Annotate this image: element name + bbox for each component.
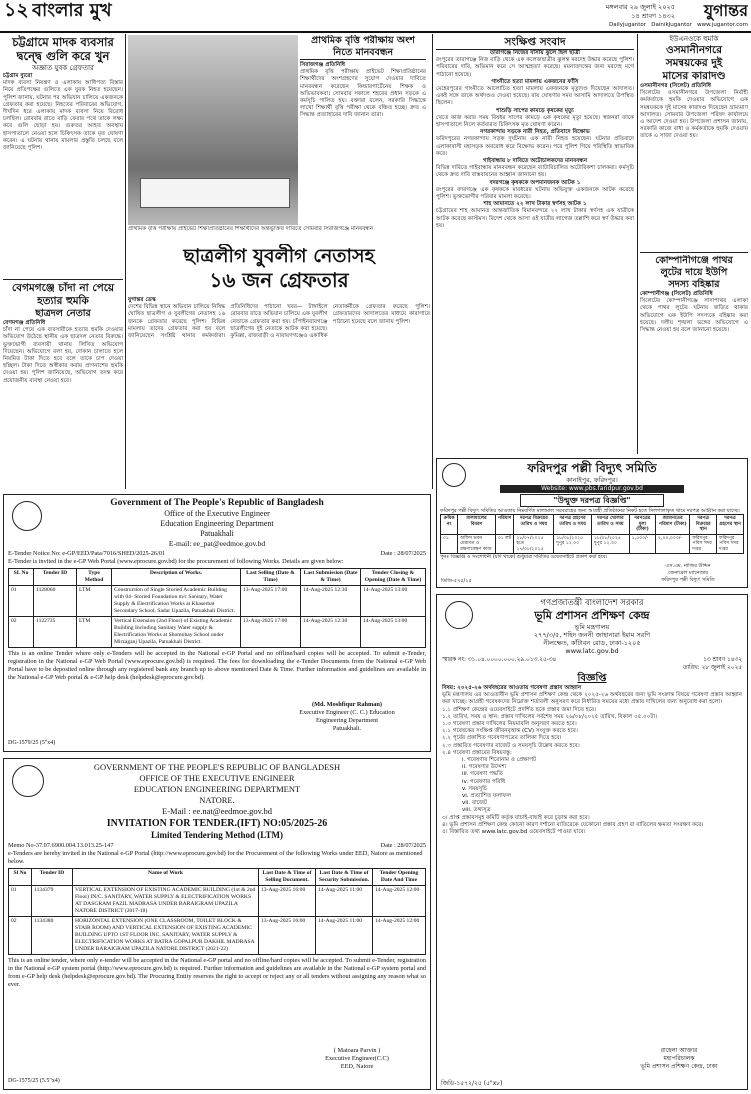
table-cell: 01: [9, 586, 34, 617]
notice-item: ৩। প্রাপ্ত প্রস্তাবসমূহ কমিটি কর্তৃক যাচাই-বাছাই করে চূড়ান্ত করা হবে।: [442, 814, 590, 821]
story-begumganj: [3, 282, 123, 482]
place: NATORE.: [199, 795, 235, 805]
story-body: সিলেটের কোম্পানীগঞ্জে সাদাপাথর এলাকা থেকে পাথর লুটের ঘটনায় জড়িত থাকার অভিযোগে এক ইউপি সদস্যকে বহিষ্কার করা হয়েছে। দলীয় শৃঙ্খলা ভঙ্গের অভিযোগে এ সিদ্ধান্ত নেওয়া হয় বলে জানানো হয়েছে।: [640, 298, 748, 334]
section-title: বাংলার মুখ: [32, 0, 112, 21]
story-body: সিলেটের ওসমানীনগরে উপজেলা নির্বাহী কর্মকর্তাকে হুমকি দেওয়ার অভিযোগে এক সমন্বয়ককে দুই মাসের কারাদণ্ড দিয়েছেন ভ্রাম্যমাণ আদালত। সোমবার উপজেলা পরিষদ কার্যালয়ে এ আদেশ দেওয়া হয়। উপজেলা প্রশাসন জানায়, সরকারি কাজে বাধা ও কর্মকর্তাকে হুমকি দেওয়ায় তাকে এ সাজা দেওয়া হয়।: [640, 90, 748, 140]
table-cell: 14-Aug-2025 12:30: [301, 617, 361, 648]
divider: [640, 252, 748, 253]
signer-title: মহাপরিচালক: [663, 1055, 695, 1062]
notice-item: ১.৩ গবেষণা প্রস্তাব দাখিলের নিয়মাবলি অনুসরণ করতে হবে।: [442, 721, 577, 728]
office-name: ভূমি প্রশাসন প্রশিক্ষণ কেন্দ্র: [534, 609, 650, 622]
dg-number: DG-1575/25 (5.5"x4): [8, 1078, 60, 1084]
notice-subitem: iii. গবেষণা পদ্ধতি: [462, 771, 503, 778]
notice-item: ২.৪ গবেষণা প্রস্তাবের বিষয়বস্তু:: [442, 749, 512, 756]
byline: কোম্পানীগঞ্জ (সিলেট) প্রতিনিধি: [640, 291, 713, 297]
story-body: প্রাথমিক বৃত্তি পরীক্ষায় প্রাইভেট শিক্ষাপ্রতিষ্ঠানের শিক্ষার্থীদের অংশগ্রহণের সুযোগ দেওয়ার দাবিতে মানববন্ধন করেছেন কিন্ডারগার্টেনের শিক্ষক ও অভিভাবকরা। সোমবার সকালে শহরের প্রধান সড়কে এ কর্মসূচি পালিত হয়। বক্তারা বলেন, সরকারি সিদ্ধান্তে লাখো শিক্ষার্থী বৃত্তি পরীক্ষা থেকে বঞ্চিত হচ্ছে। দ্রুত এ সিদ্ধান্ত প্রত্যাহারের দাবি জানান তারা।: [300, 69, 426, 119]
date-line-1: মঙ্গলবার ২৯ জুলাই ২০২৫: [605, 3, 675, 11]
tender-table: [8, 568, 426, 648]
headline-3: সদস্য বহিষ্কার: [668, 279, 720, 290]
brief-body: রংপুরের তারাগঞ্জে নিজ বাড়ি থেকে এক কলেজছাত্রীর ঝুলন্ত মরদেহ উদ্ধার করেছে পুলিশ। পরিবারের দাবি, অভিমান করে সে আত্মহত্যা করেছে। ময়নাতদন্তের জন্য মরদেহ মর্গে পাঠানো হয়েছে।: [436, 57, 634, 78]
brief-body: খেতে কাজ করার সময় বিষধর সাপের কামড়ে এক কৃষকের মৃত্যু হয়েছে। স্বজনরা তাকে হাসপাতালে নিলে কর্তব্যরত চিকিৎসক মৃত ঘোষণা করেন।: [436, 114, 634, 129]
byline: বেগমগঞ্জ প্রতিনিধি: [3, 320, 46, 326]
table-cell: Construction of Single Storied Academic Building with 04- Storied Foundation m/c Sanitary, Water Supply & Electrification Works at Khaserhat Secondary School, Sadar Upazila, Patuakhali District.: [112, 586, 241, 617]
table-cell: 14-Aug-2025 12:30: [301, 586, 361, 617]
table-cell: 14-Aug-2025 13:00: [361, 617, 426, 648]
story-companiganj: [640, 255, 748, 455]
column-divider: [125, 34, 126, 489]
table-cell: ২৮/০৭/২০২৫ হতে ১৭/০৮/২০২৫: [514, 534, 554, 554]
divider: [3, 279, 123, 280]
dept-name: EDUCATION ENGINEERING DEPARTMENT: [133, 784, 301, 794]
brief-title: নগরকান্দায় সড়কে নারী নিহত, প্রতিবাদে বিক্ষোভ: [480, 129, 590, 136]
signature-block: [272, 701, 422, 739]
col-header: Tender ID: [34, 569, 77, 586]
headline-3: মাসের কারাদণ্ড: [662, 70, 726, 82]
notice-line: [8, 549, 426, 558]
story-scholarship: [300, 35, 426, 225]
headline: চট্টগ্রামে মাদক ব্যবসার দ্বন্দ্বে গুলি করে খুন: [12, 35, 114, 63]
col-header: দরপত্র গ্রহণের স্থান: [717, 515, 744, 535]
dg-number: জিডি-১৫৭২/২৫ (৫"x৮): [441, 1080, 503, 1087]
table-cell: 13-Aug-2025 16:00: [259, 917, 316, 955]
col-header: Tender Opening Date And Time: [373, 869, 426, 886]
col-header: Type Method: [77, 569, 112, 586]
signer-title: Executive Engineer (C. C.) Education: [299, 709, 395, 716]
notice-subitem: iv. গবেষণার পরিধি: [462, 778, 506, 785]
story-osmaninagar: [640, 35, 748, 250]
story-body: দেশের বিভিন্ন স্থানে অভিযান চালিয়ে নিষিদ্ধ ঘোষিত ছাত্রলীগ ও যুবলীগের নেতাসহ ১৬ জনকে গ্রেফতার করেছে পুলিশ। বিভিন্ন মামলায় তাদের গ্রেফতার করা হয় বলে জানিয়েছেন সংশ্লিষ্ট থানার কর্মকর্তারা। প্রতিনিধিদের পাঠানো খবর— টাঙ্গাইলে রোববার রাতে অভিযান চালিয়ে এক যুবলীগ নেতাকে গ্রেফতার করা হয়। চাঁপাইনবাবগঞ্জে ছাত্রলীগের দুই নেতাকে আটক করা হয়েছে। কুমিল্লা, রাজবাড়ী ও নারায়ণগঞ্জেও একাধিক নেতাকর্মীকে গ্রেফতার করেছে পুলিশ। গ্রেফতারদের আদালতের মাধ্যমে কারাগারে পাঠানো হয়েছে বলে জানায় পুলিশ।: [128, 304, 430, 340]
byline: সিরাজগঞ্জ প্রতিনিধি: [300, 62, 346, 68]
notice-number: E-Tender Notice No: e-GP/EED/Pata/7016/SHED/2025-26/01: [8, 550, 166, 557]
gov-logo: [12, 765, 44, 797]
tender-natore: [3, 758, 431, 1090]
notice-item: ২.২ পূর্বের প্রকাশিত গবেষণাপত্রের তালিকা দিতে হবে।: [442, 735, 562, 742]
tender-patuakhali: [3, 494, 431, 752]
ift-title: INVITATION FOR TENDER.(IFT) NO:05/2025-26: [106, 818, 328, 829]
table-cell: 02: [9, 917, 32, 955]
table-cell: 14-Aug-2025 12:00: [373, 917, 426, 955]
story-body: মাদক ব্যবসা নিয়ন্ত্রণ ও এলাকায় আধিপত্য বিস্তার নিয়ে প্রতিপক্ষের গুলিতে এক যুবক নিহত হয়েছেন। পুলিশ জানায়, ঘটনার পর অভিযান চালিয়ে একজনকে গ্রেফতার করা হয়েছে। নিহতের পরিবারের অভিযোগ, দীর্ঘদিন ধরে এলাকায় মাদক ব্যবসা নিয়ে বিরোধ চলছিল। রোববার রাতে বাড়ি ফেরার পথে তাকে লক্ষ্য করে গুলি ছোড়া হয়। গুরুতর আহত অবস্থায় হাসপাতালে নেওয়া হলে চিকিৎসক তাকে মৃত ঘোষণা করেন। এ ঘটনায় থানায় মামলার প্রস্তুতি চলছে বলে জানিয়েছে পুলিশ।: [3, 80, 123, 152]
pbs-website: Website: www.pbs.faridpur.gov.bd: [500, 485, 684, 493]
table-row: [9, 617, 426, 648]
english-date: তারিখ: ২৮ জুলাই ২০২৫: [683, 665, 742, 671]
notice-date: Date : 28/07/2025: [380, 550, 426, 557]
gov-logo: [445, 601, 473, 629]
notice-subitem: vii. বাজেট: [462, 800, 488, 807]
headline: বেগমগঞ্জে চাঁদা না পেয়ে হত্যার হুমকি: [11, 282, 115, 307]
column-divider: [432, 34, 433, 489]
notice-item: ২.৩ প্রস্তাবিত গবেষণার বাজেট ও সময়সূচি উল্লেখ করতে হবে।: [442, 742, 580, 749]
col-header: দরপত্র খোলার তারিখ ও সময়: [591, 515, 629, 535]
col-header: জামানতের পরিমাণ (টাকা): [656, 515, 690, 535]
col-header: Last Selling (Date & Time): [241, 569, 301, 586]
table-cell: 1134379: [32, 886, 73, 917]
pbs-footer: পুনঃ বিজ্ঞপ্তি ও সংশোধনী (যদি থাকে) শুধুমাত্র সমিতির ওয়েবসাইটে প্রকাশ করা হবে।: [440, 554, 608, 560]
table-row: [9, 917, 426, 955]
signer-title: Patuakhali.: [332, 725, 362, 732]
page-number: ১২: [4, 0, 29, 21]
col-header: ক্রমিক নং: [441, 515, 458, 535]
col-header: দরপত্র বিক্রয়ের স্থান: [690, 515, 717, 535]
website-link[interactable]: www.jugantor.com: [697, 22, 748, 28]
brief-body: ফরিদপুরের নগরকান্দায় সড়ক দুর্ঘটনায় এক নারী নিহত হয়েছেন। ঘটনার প্রতিবাদে এলাকাবাসী মহাসড়ক অবরোধ করে বিক্ষোভ করেন। পরে পুলিশ গিয়ে পরিস্থিতি স্বাভাবিক করে।: [436, 136, 634, 157]
gov-name: গণপ্রজাতন্ত্রী বাংলাদেশ সরকার: [540, 598, 644, 608]
pbs-intro: ফরিদপুর পল্লী বিদ্যুৎ সমিতির আওতায় নিম্নবর্ণিত মালামাল সরবরাহের জন্য আগ্রহী প্রতিষ্ঠানের নিকট হতে সিলগালাকৃত খামে দরপত্র আহ্বান করা যাচ্ছে।: [440, 508, 740, 514]
date-line-2: ১৪ শ্রাবণ ১৪৩২: [631, 12, 675, 20]
signature-block: [292, 1047, 422, 1077]
column-divider: [637, 34, 638, 454]
subhead: ছাত্রদল নেতার: [35, 308, 91, 319]
brief-title: বদরগঞ্জে কৃষককে অপমানজনক আটক ১: [489, 179, 581, 186]
notice-item: ২.১ গবেষকের সংক্ষিপ্ত জীবনবৃত্তান্ত (CV) সংযুক্ত করতে হবে।: [442, 728, 578, 735]
table-cell: ১৮/০৮/২০২৫ দুপুর ১২.০০: [554, 534, 592, 554]
col-header: দরপত্র বিক্রয়ের তারিখ ও সময়: [514, 515, 554, 535]
bhumi-notice: [436, 594, 748, 1090]
col-header: Last Submission (Date & Time): [301, 569, 361, 586]
dept-name: Education Engineering Department: [160, 519, 274, 528]
col-header: দরপত্র গ্রহণের তারিখ ও সময়: [554, 515, 592, 535]
memo-number: স্মারক নং: ৩১.০৪.০০০০.০০০.২৯.০১৩.২৫-৩৪: [442, 657, 557, 663]
pbs-title: "উন্মুক্ত দরপত্র বিজ্ঞপ্তি": [520, 494, 664, 507]
headline: ছাত্রলীগ যুবলীগ নেতাসহ: [183, 245, 375, 267]
notice-item: ১.১ প্রশিক্ষণ কেন্দ্রের ওয়েবসাইটে প্রদর্শিত ছকে প্রস্তাব জমা দিতে হবে।: [442, 706, 597, 713]
story-briefs: [436, 35, 634, 455]
pbs-name: ফরিদপুর পল্লী বিদ্যুৎ সমিতি: [527, 461, 657, 475]
table-cell: 1128060: [34, 586, 77, 617]
table-row: [9, 586, 426, 617]
signer-org: ভূমি প্রশাসন প্রশিক্ষণ কেন্দ্র, ঢাকা: [640, 1063, 718, 1070]
pbs-table: [440, 514, 744, 554]
col-header: SL No: [9, 569, 34, 586]
table-cell: LTM: [77, 617, 112, 648]
facebook-link[interactable]: Dailyjugantor: [608, 22, 647, 28]
table-cell: ১৮/০৮/২০২৫ দুপুর ১২.৩০: [591, 534, 629, 554]
brief-title: শাশুড়ি সাপের কামড়ে কৃষকের মৃত্যু: [496, 107, 574, 114]
byline: ওসমানীনগর (সিলেট) প্রতিনিধি: [640, 83, 711, 89]
pbs-tender-ad: [436, 458, 748, 588]
intro: e-Tenders are hereby invited in the National e-GP Portal (http://www.eprocure.gov.bd) for the Procurement of the following Works under EED, Natore as mentioned below.: [8, 850, 423, 865]
table-cell: 02: [9, 617, 34, 648]
subject: বিষয়: ২০২৫-২৬ অর্থবছরের আওতায় গবেষণা প্রস্তাব আহ্বান: [442, 685, 582, 691]
pbs-dg: ডিজি-৫৭৫/২৫: [441, 578, 472, 584]
office-name: Office of the Executive Engineer: [164, 509, 270, 518]
intro: E-Tender is invited in the e-GP Web Portal (www.eprocure.gov.bd) for the procurement of following Works. Details are given below:: [8, 558, 344, 565]
notice-item: ৫। বিস্তারিত তথ্য www.latc.gov.bd ওয়েবসাইটে পাওয়া যাবে।: [442, 829, 586, 836]
gov-logo: [12, 501, 42, 531]
table-cell: ০১: [441, 534, 458, 554]
col-header: পরিমাণ: [495, 515, 514, 535]
email: E-Mail : ee.nat@eedmoe.gov.bd: [162, 806, 272, 816]
headline: ওসমানীনগরে: [666, 44, 722, 56]
brief-body: মেহেরপুরের গাংনীতে আলোচিত হত্যা মামলায় একজনকে মৃত্যুদণ্ড দিয়েছেন আদালত। একই সঙ্গে তাকে অর্থদণ্ডও দেওয়া হয়েছে। রায় ঘোষণার সময় আসামি আদালতে উপস্থিত ছিলেন।: [436, 86, 634, 107]
masthead-links: [520, 22, 748, 30]
col-header: Tender ID: [32, 869, 73, 886]
gov-name: Government of The People's Republic of Bangladesh: [110, 498, 324, 508]
col-header: Last Date & Time of Selling Document.: [259, 869, 316, 886]
signer-org: ফরিদপুর পল্লী বিদ্যুৎ সমিতি: [661, 577, 715, 583]
signer-name: ( Matoara Parvin ): [333, 1047, 381, 1054]
headline-kicker: ইউএনওকে হুমকি: [669, 35, 719, 43]
brief-body: বিভিন্ন দাবিতে গাইবান্ধায় মানববন্ধন করেছেন ব্যাটারিচালিত অটোরিকশা চালকরা। কর্মসূচি থেকে দ্রুত দাবি বাস্তবায়নের আহ্বান জানানো হয়।: [436, 165, 634, 179]
photo-caption: প্রাথমিক বৃত্তি পরীক্ষায় প্রাইভেট শিক্ষাপ্রতিষ্ঠানের শিক্ষার্থীদের অন্তর্ভুক্তির দাবিতে সোমবার সিরাজগঞ্জে মানববন্ধন: [128, 226, 374, 232]
notice-title: বিজ্ঞপ্তি: [577, 673, 607, 684]
table-cell: 13-Aug-2025 17:00: [241, 617, 301, 648]
signer-name: (Md. Moshfiqur Rahman): [311, 701, 383, 708]
tender-table: [8, 868, 426, 955]
signature-block: [619, 1047, 739, 1077]
headline-2: সমন্বয়কের দুই: [665, 57, 723, 69]
table-cell: VERTICAL EXTENSION OF EXISTING ACADEMIC BUILDING (1st & 2nd Floor) IN/C. SANITARY, WATER SUPPLY & ELECTRIFICATION WORKS AT DASGRAM FAZIL MADRASA UNDER BARAIGRAM UPAZILA NATORE DISTRICT (2017-18): [73, 886, 259, 917]
notice-subitem: ii. গবেষণার উদ্দেশ্য: [462, 764, 507, 771]
brief-body: রংপুরের বদরগঞ্জে এক কৃষককে মারধরের ঘটনায় অভিযুক্ত একজনকে আটক করেছে পুলিশ। ভুক্তভোগীর পরিবার মামলা করেছে।: [436, 186, 634, 201]
col-header: দরপত্রের মূল্য (টাকা): [629, 515, 655, 535]
byline: যুগান্তর ডেস্ক: [128, 297, 156, 303]
table-cell: 14-Aug-2025 11:00: [316, 886, 373, 917]
table-cell: 1122735: [34, 617, 77, 648]
story-arrests: [128, 244, 430, 490]
story-body: চাঁদা না পেয়ে এক ব্যবসায়ীকে হত্যার হুমকি দেওয়ার অভিযোগ উঠেছে স্থানীয় এক ছাত্রদল নেতার বিরুদ্ধে। ভুক্তভোগী ব্যবসায়ী থানায় লিখিত অভিযোগ দিয়েছেন। অভিযোগে বলা হয়, দোকান চালাতে হলে নিয়মিত টাকা দিতে হবে বলে তাকে চাপ দেওয়া হচ্ছিল। টাকা দিতে অস্বীকার করায় প্রাণনাশের হুমকি দেওয়া হয়। পুলিশ জানিয়েছে, অভিযোগ তদন্ত করে প্রয়োজনীয় ব্যবস্থা নেওয়া হবে।: [3, 327, 123, 384]
table-row: [9, 886, 426, 917]
table-cell: ০১ লট: [495, 534, 514, 554]
brief-title: গাংনীতে হত্যা মামলায় একজনের ফাঁসি: [491, 78, 579, 85]
col-header: Tender Closing & Opening (Date & Time): [361, 569, 426, 586]
brief-body: চট্টগ্রামের শাহ আমানত আন্তর্জাতিক বিমানবন্দরে ২২ লাখ টাকার স্বর্ণসহ এক যাত্রীকে আটক করেছে কাস্টমস। বিদেশ থেকে আসা ওই যাত্রীর লাগেজ তল্লাশি করে স্বর্ণ উদ্ধার করা হয়।: [436, 208, 634, 229]
table-cell: HORIZONTAL EXTENSION (ONE CLASSROOM, TOILET BLOCK & STAIR ROOM) AND VERTICAL EXTENSION OF EXISTING ACADEMIC BUILDING UPTO 1ST FLOOR INC. SANITARY, WATER SUPPLY & ELECTRIFICATION WORKS AT BATRA GOPALPUR DAKHIL MADRASA UNDER BARAIGRAM UPAZILA NATORE DISTRICT (2021-22): [73, 917, 259, 955]
col-header: Sl No: [9, 869, 32, 886]
email: E-mail: ee_pat@eedmoe.gov.bd: [168, 539, 266, 548]
signer-title: জেনারেল ম্যানেজার: [667, 570, 709, 576]
signer-name: এস.এম. নাজির উদ্দিন: [665, 563, 711, 569]
brief-title: গাইবান্ধায় ৮ দাবিতে অটোচালকদের মানববন্ধন: [482, 158, 588, 165]
byline: চট্টগ্রাম ব্যুরো: [3, 73, 33, 79]
table-cell: ২,০০,০০০/-: [656, 534, 690, 554]
table-cell: 14-Aug-2025 12:00: [373, 886, 426, 917]
memo-date: Date : 28/07/2025: [380, 842, 426, 849]
table-cell: 14-Aug-2025 11:00: [316, 917, 373, 955]
notice-subitem: i. গবেষণার শিরোনাম ও প্রেক্ষাপট: [462, 757, 537, 764]
office-name: OFFICE OF THE EXECUTIVE ENGINEER: [139, 773, 295, 783]
headline: প্রাথমিক বৃত্তি পরীক্ষায় অংশ: [311, 35, 415, 46]
website: www.latc.gov.bd: [565, 647, 619, 655]
table-cell: 13-Aug-2025 17:00: [241, 586, 301, 617]
dg-number: DG-1579/25 (5"x4): [8, 740, 56, 746]
col-header: Last Date & Time of Security Submission.: [316, 869, 373, 886]
gov-name: GOVERNMENT OF THE PEOPLE'S REPUBLIC OF BANGLADESH: [93, 762, 341, 772]
table-cell: ফরিদপুর পবিস সদর দপ্তর: [717, 534, 744, 554]
masthead-rule: [0, 31, 751, 33]
story-chattogram: [3, 35, 123, 277]
place: Patuakhali: [200, 529, 234, 538]
intro: ভূমি মন্ত্রণালয় এর আওতাধীন ভূমি প্রশাসন প্রশিক্ষণ কেন্দ্র থেকে ২০২৫-২৬ অর্থবছরের জন্য ভূমি সংক্রান্ত বিষয়ে গবেষণা প্রস্তাব আহ্বান করা যাচ্ছে। আগ্রহী গবেষকদের নিম্নোক্ত শর্তাবলী অনুসরণ করে নির্ধারিত সময়ের মধ্যে প্রস্তাব দাখিলের জন্য অনুরোধ করা হলো।: [442, 692, 742, 706]
table-cell: অফিস ভবন মেরামত ও রক্ষণাবেক্ষণ কাজ: [458, 534, 496, 554]
pbs-place: কানাইপুর, ফরিদপুর।: [566, 476, 618, 484]
signer-title: Engineering Department: [315, 717, 379, 724]
headline-2: ১৬ জন গ্রেফতার: [209, 268, 349, 292]
headline-2: লুটের দায়ে ইউপি: [660, 267, 728, 278]
notice-item: ১.২ তারিখ, সময় ও স্থান: প্রস্তাব দাখিলের সর্বশেষ সময় ২৬/০৮/২০২৫ তারিখ, বিকাল ০৫.০০টা।: [442, 713, 658, 720]
notice-subitem: vi. প্রত্যাশিত ফলাফল: [462, 793, 512, 800]
table-cell: 1134380: [32, 917, 73, 955]
subhead: অজ্ঞাত যুবক গ্রেফতার: [32, 64, 94, 72]
ift-subtitle: Limited Tendering Method (LTM): [151, 830, 283, 840]
table-cell: Vertical Extension (2nd Floor) of Existing Academic Building Including Sanitary Water supply & Electrification Works at Shomobay School under Mirzaganj Upazila, Patuakhali District.: [112, 617, 241, 648]
masthead: [0, 0, 751, 22]
table-cell: LTM: [77, 586, 112, 617]
address-1: ২৭৭/৩/৫, শহিদ জননী জাহানারা ইমাম সরণি: [533, 631, 651, 639]
photo-banner: [140, 178, 290, 208]
memo-line: [8, 841, 426, 850]
youtube-link[interactable]: DainikJugantor: [651, 22, 692, 28]
memo-number: Memo No-37.07.6900.004.13.013.25-147: [8, 842, 114, 849]
tender-footer: This is an online Tender where only e-Tenders will be accepted in the National e-GP Portal and no offline/hard copies will be accepted. To submit e-Tender, registration in the National e-GP Web Portal (www.eprocure.gov.bd) is required. The fees for downloading the e-Tender Documents from the National e-GP Web Portal have to be deposited online through any registered bank any branch up to above mentioned Date & Time. Further information and guidelines are available in the National e-GP Web portal & e-GP help desk (helpdesk@eprocure.gov.bd).: [8, 650, 426, 681]
table-cell: 14-Aug-2025 13:00: [361, 586, 426, 617]
pbs-logo: [442, 463, 466, 487]
headline-2: নিতে মানববন্ধন: [300, 47, 426, 60]
bangla-date: ১৩ শ্রাবণ ১৪৩২: [703, 657, 742, 663]
col-header: মালামালের বিবরণ: [458, 515, 496, 535]
table-cell: ফরিদপুর পবিস সদর দপ্তর: [690, 534, 717, 554]
headline: কোম্পানীগঞ্জে পাথর: [655, 255, 733, 266]
address-2: নীলক্ষেত, কাঁটাবন রোড, ঢাকা-১২০৫: [543, 639, 641, 647]
signer-title: Executive Engineer(C.C): [325, 1055, 389, 1062]
pbs-signature: [633, 563, 743, 585]
table-cell: 13-Aug-2025 16:00: [259, 886, 316, 917]
table-row: [441, 534, 744, 554]
headline: সংক্ষিপ্ত সংবাদ: [436, 35, 634, 50]
paper-logo: যুগান্তর: [703, 1, 748, 20]
col-header: Name of Work: [73, 869, 259, 886]
notice-subitem: viii. তথ্যসূত্র: [462, 807, 491, 814]
ministry: ভূমি মন্ত্রণালয়: [574, 623, 610, 631]
tender-footer: This is an online tender, where only e-tender will be accepted in the National e-GP portal and no offline/hard copies will be accepted. To submit e-Tender, registration in the National e-GP system portal (http://www.eprocure.gov.bd) is required. Further information and guidelines are available in the National e-GP system portal and from e-GP help desk (helpdesk@eprocure.gov.bd). The Procuring Entity reserves the right to accept or reject any or all tenders without assigning any reason what so ever.: [8, 957, 426, 988]
table-cell: ১,৫০০/-: [629, 534, 655, 554]
memo-line: [442, 656, 742, 672]
col-header: Description of Works.: [112, 569, 241, 586]
signer-title: EED, Natore: [340, 1063, 374, 1070]
brief-title: শাহ আমানতে ২২ লাখ টাকার স্বর্ণসহ আটক ১: [483, 201, 587, 208]
brief-title: তারাগঞ্জে নিজের বাসায় ঝুলে ছিল ছাত্রী: [489, 50, 581, 56]
table-cell: 01: [9, 886, 32, 917]
notice-item: ৪। ভূমি প্রশাসন প্রশিক্ষণ কেন্দ্র কোনো কারণ দর্শানো ব্যতিরেকে যেকোনো প্রস্তাব গ্রহণ বা বাতিলের ক্ষমতা সংরক্ষণ করে।: [442, 821, 704, 828]
signer-name: রাহেলা আক্তার: [660, 1047, 698, 1054]
notice-subitem: v. সময়সূচি: [462, 785, 487, 792]
